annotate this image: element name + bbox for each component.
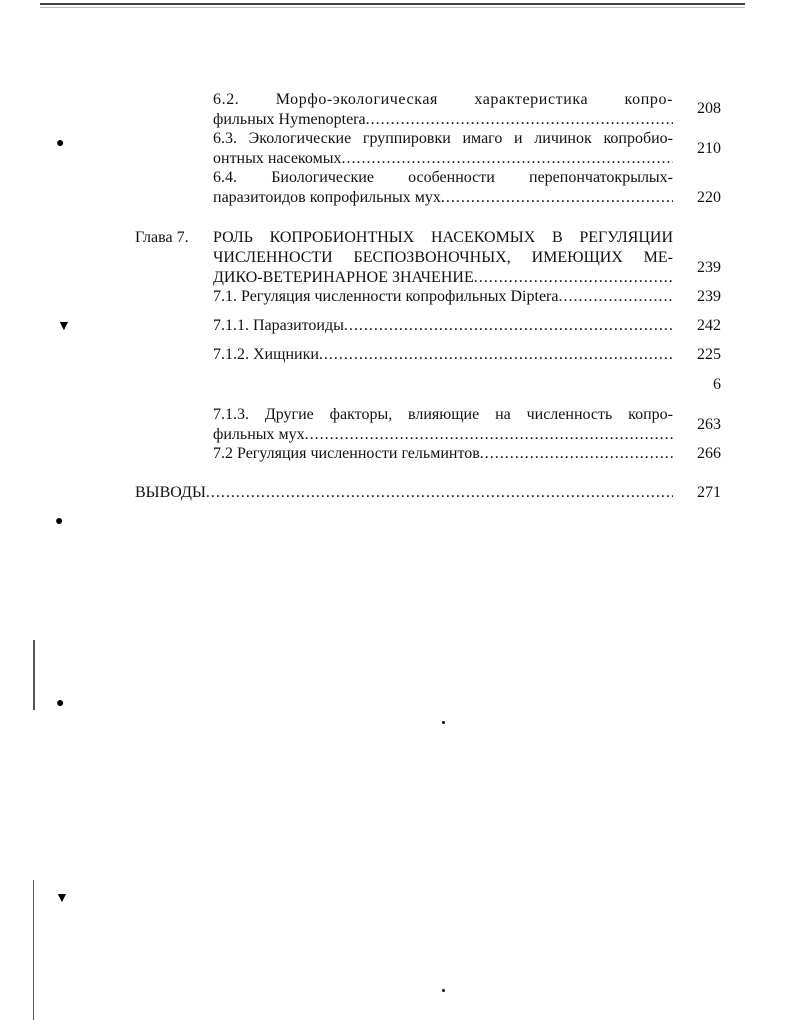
toc-entry-6-3 <box>213 129 673 169</box>
page-number: 266 <box>697 445 721 462</box>
chapter-title: РОЛЬ КОПРОБИОНТНЫХ НАСЕКОМЫХ В РЕГУЛЯЦИИ <box>213 229 673 246</box>
page-number: 263 <box>697 416 721 433</box>
page-number: 210 <box>697 140 721 157</box>
toc-entry-conclusions <box>135 483 673 503</box>
chapter-title-cont: ЧИСЛЕННОСТИ БЕСПОЗВОНОЧНЫХ, ИМЕЮЩИХ МЕ- <box>213 249 673 266</box>
toc-entry-title: 7.1.2. Хищники <box>213 346 319 363</box>
chapter-label: Глава 7. <box>135 229 189 246</box>
toc-entry-6-4 <box>213 168 673 208</box>
toc-entry-title-cont: фильных Hymenoptera <box>213 111 366 128</box>
toc-entry-title: 7.2 Регуляция численности гельминтов <box>213 445 480 462</box>
page-number: 220 <box>697 189 721 206</box>
page-number: 239 <box>697 288 721 305</box>
leader-dots <box>344 316 673 336</box>
binding-hole-mark: ● <box>56 696 65 711</box>
binding-hole-mark: ● <box>56 136 65 151</box>
toc-entry-title: 6.3. Экологические группировки имаго и личинок копробио- <box>213 130 673 147</box>
toc-entry-title: 7.1.3. Другие факторы, влияющие на численность копро- <box>213 406 673 423</box>
leader-dots <box>480 444 673 464</box>
toc-chapter-7 <box>213 228 673 288</box>
binding-hole-mark: ▼ <box>55 891 69 906</box>
toc-entry-6-2 <box>213 90 673 130</box>
toc-entry-title: 7.1.1. Паразитоиды <box>213 317 344 334</box>
page-number: 239 <box>697 259 721 276</box>
leader-dots <box>319 345 673 365</box>
leader-dots <box>206 483 673 503</box>
toc-entry-7-1 <box>213 287 673 307</box>
toc-entry-title: 7.1. Регуляция численности копрофильных Diptera <box>213 288 559 305</box>
leader-dots <box>558 287 673 307</box>
toc-entry-title-cont: паразитоидов копрофильных мух <box>213 189 441 206</box>
toc-entry-7-1-1 <box>213 316 673 336</box>
toc-entry-title: ВЫВОДЫ <box>135 484 206 501</box>
leader-dots <box>474 268 673 288</box>
toc-entry-title-cont: фильных мух <box>213 426 305 443</box>
leader-dots <box>305 425 673 445</box>
toc-entry-title: 6.4. Биологические особенности перепончатокрылых- <box>213 169 673 186</box>
toc-entry-7-1-3 <box>213 405 673 445</box>
binding-hole-mark: ● <box>55 514 64 529</box>
leader-dots <box>366 110 673 130</box>
page-number: 225 <box>697 346 721 363</box>
binding-hole-mark: ▼ <box>57 319 71 334</box>
chapter-title-cont: ДИКО-ВЕТЕРИНАРНОЕ ЗНАЧЕНИЕ <box>213 269 474 286</box>
toc-entry-title: 6.2. Морфо-экологическая характеристика копро- <box>213 91 673 108</box>
page-number: 208 <box>697 100 721 117</box>
toc-entry-title-cont: онтных насекомых <box>213 150 342 167</box>
toc-entry-7-2 <box>213 444 673 464</box>
page-number: 242 <box>697 317 721 334</box>
leader-dots <box>341 149 673 169</box>
toc-entry-7-1-2 <box>213 345 673 365</box>
leader-dots <box>441 188 673 208</box>
page-number: 271 <box>697 484 721 501</box>
page-folio: 6 <box>713 376 721 393</box>
